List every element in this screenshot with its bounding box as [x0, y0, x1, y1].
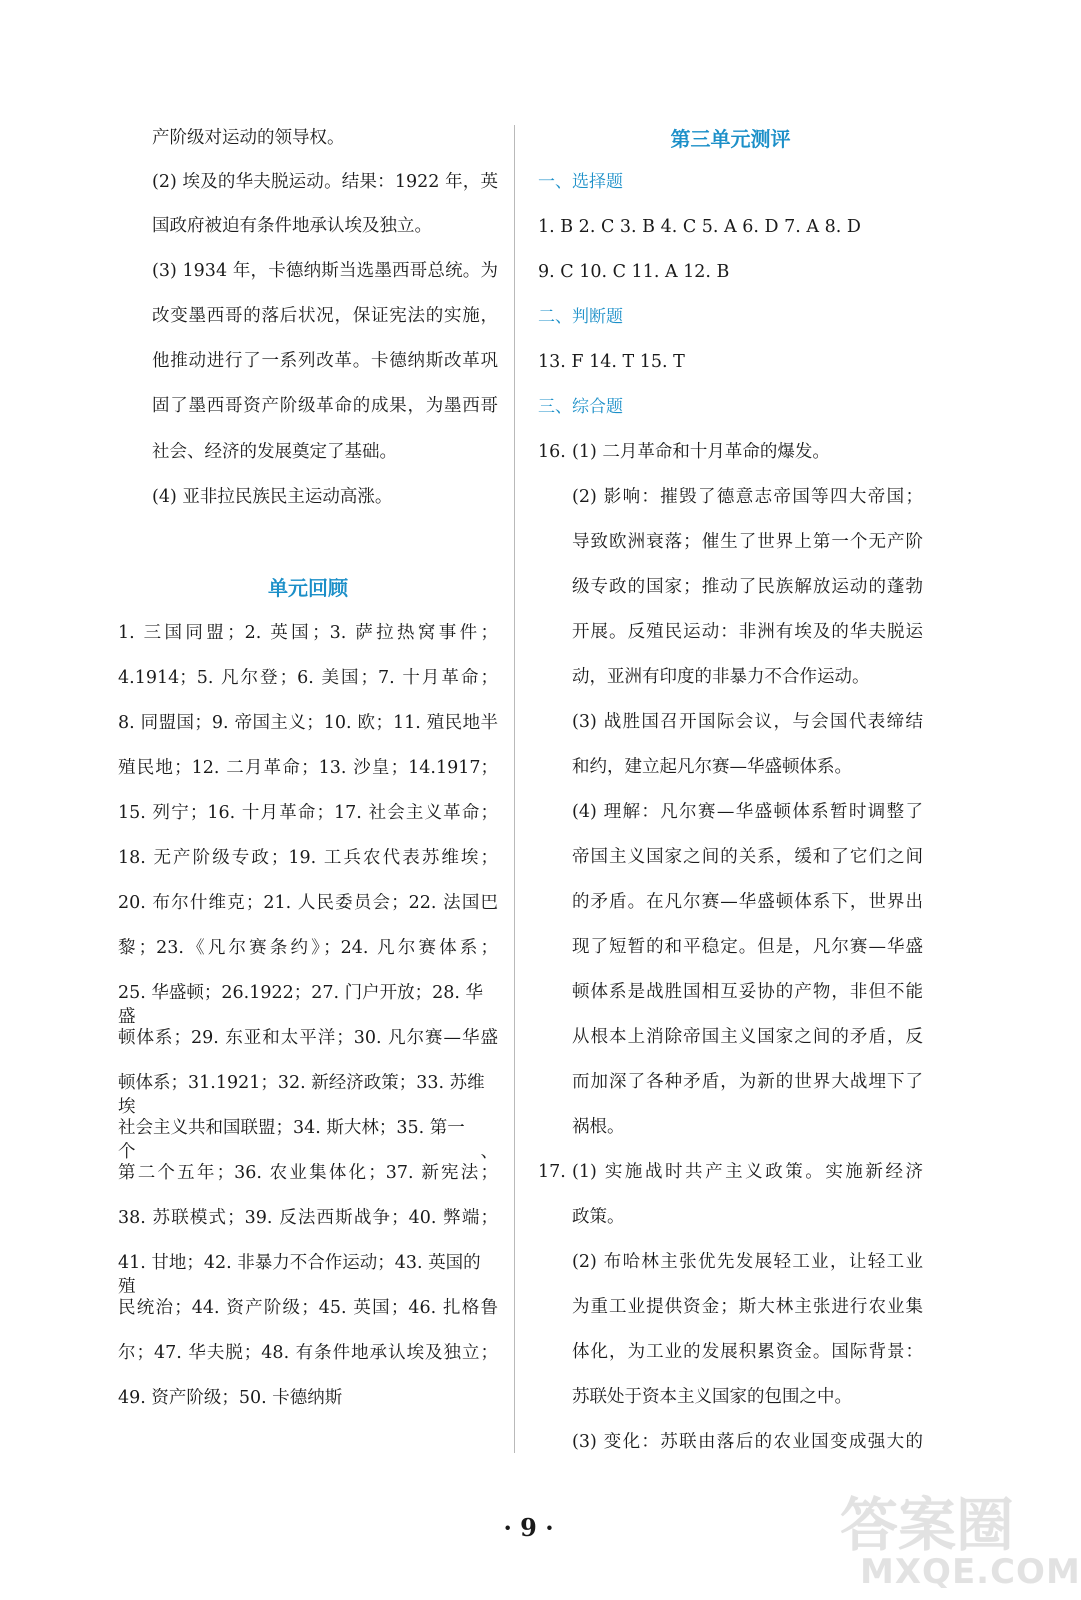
q16-line-15: 祸根。: [572, 1117, 625, 1137]
question-17-number: 17.: [538, 1162, 566, 1182]
left-line-0: 产阶级对运动的领导权。: [152, 128, 345, 148]
section-judge-heading: 二、判断题: [538, 307, 623, 327]
q16-line-10: 的矛盾。在凡尔赛—华盛顿体系下，世界出: [572, 892, 923, 912]
left-line-8: (4) 亚非拉民族民主运动高涨。: [152, 487, 393, 507]
review-line-8: 25. 华盛顿；26.1922；27. 门户开放；28. 华盛: [118, 983, 484, 1027]
q17-line-1: 政策。: [572, 1207, 625, 1227]
review-line-17: 49. 资产阶级；50. 卡德纳斯: [118, 1388, 343, 1408]
q16-line-2: 导致欧洲衰落；催生了世界上第一个无产阶: [572, 532, 923, 552]
q16-line-1: (2) 影响：摧毁了德意志帝国等四大帝国；: [572, 487, 923, 507]
column-divider: [514, 125, 515, 1453]
section-comprehensive-heading: 三、综合题: [538, 397, 623, 417]
choice-answers-line2: 9. C 10. C 11. A 12. B: [538, 262, 730, 282]
question-16-number: 16.: [538, 442, 566, 462]
review-line-3: 殖民地；12. 二月革命；13. 沙皇；14.1917；: [118, 758, 498, 778]
review-line-14: 41. 甘地；42. 非暴力不合作运动；43. 英国的殖: [118, 1253, 481, 1297]
left-line-5: 他推动进行了一系列改革。卡德纳斯改革巩: [152, 351, 498, 371]
q17-line-5: 苏联处于资本主义国家的包围之中。: [572, 1387, 852, 1407]
review-line-2: 8. 同盟国；9. 帝国主义；10. 欧；11. 殖民地半: [118, 713, 498, 733]
unit-test-title: 第三单元测评: [670, 127, 791, 151]
review-line-12: 第二个五年；36. 农业集体化；37. 新宪法；: [118, 1163, 498, 1183]
review-line-0: 1. 三国同盟；2. 英国；3. 萨拉热窝事件；: [118, 623, 498, 643]
q17-line-2: (2) 布哈林主张优先发展轻工业，让轻工业: [572, 1252, 923, 1272]
review-line-6: 20. 布尔什维克；21. 人民委员会；22. 法国巴: [118, 893, 498, 913]
left-line-7: 社会、经济的发展奠定了基础。: [152, 442, 397, 462]
q16-line-9: 帝国主义国家之间的关系，缓和了它们之间: [572, 847, 923, 867]
q16-line-8: (4) 理解：凡尔赛—华盛顿体系暂时调整了: [572, 802, 923, 822]
choice-answers-line1: 1. B 2. C 3. B 4. C 5. A 6. D 7. A 8. D: [538, 217, 861, 237]
watermark-logo: [830, 1470, 1081, 1595]
left-line-1: (2) 埃及的华夫脱运动。结果：1922 年，英: [152, 172, 498, 192]
review-line-10: 顿体系；31.1921；32. 新经济政策；33. 苏维埃: [118, 1073, 485, 1117]
review-line-13: 38. 苏联模式；39. 反法西斯战争；40. 弊端；: [118, 1208, 498, 1228]
q16-line-4: 开展。反殖民运动：非洲有埃及的华夫脱运: [572, 622, 923, 642]
q16-line-5: 动，亚洲有印度的非暴力不合作运动。: [572, 667, 870, 687]
review-line-4: 15. 列宁；16. 十月革命；17. 社会主义革命；: [118, 803, 498, 823]
section-choice-heading: 一、选择题: [538, 172, 623, 192]
q16-line-13: 从根本上消除帝国主义国家之间的矛盾，反: [572, 1027, 923, 1047]
q16-line-14: 而加深了各种矛盾，为新的世界大战埋下了: [572, 1072, 923, 1092]
review-line-11: 社会主义共和国联盟；34. 斯大林；35. 第一个、: [118, 1118, 498, 1162]
left-line-3: (3) 1934 年，卡德纳斯当选墨西哥总统。为: [152, 261, 498, 281]
q16-line-3: 级专政的国家；推动了民族解放运动的蓬勃: [572, 577, 923, 597]
review-line-15: 民统治；44. 资产阶级；45. 英国；46. 扎格鲁: [118, 1298, 498, 1318]
left-line-6: 固了墨西哥资产阶级革命的成果，为墨西哥: [152, 396, 498, 416]
page-number: · 9 ·: [503, 1513, 554, 1542]
q17-line-6: (3) 变化：苏联由落后的农业国变成强大的: [572, 1432, 923, 1452]
review-line-7: 黎；23.《凡尔赛条约》；24. 凡尔赛体系；: [118, 938, 498, 958]
review-title: 单元回顾: [268, 576, 348, 600]
judge-answers-line: 13. F 14. T 15. T: [538, 352, 685, 372]
review-line-9: 顿体系；29. 东亚和太平洋；30. 凡尔赛—华盛: [118, 1028, 498, 1048]
q17-line-3: 为重工业提供资金；斯大林主张进行农业集: [572, 1297, 923, 1317]
watermark-top-text: 答案圈: [840, 1491, 1015, 1559]
q16-line-12: 顿体系是战胜国相互妥协的产物，非但不能: [572, 982, 923, 1002]
q17-line-0: (1) 实施战时共产主义政策。实施新经济: [572, 1162, 923, 1182]
q16-line-0: (1) 二月革命和十月革命的爆发。: [572, 442, 830, 462]
q16-line-6: (3) 战胜国召开国际会议，与会国代表缔结: [572, 712, 923, 732]
left-line-2: 国政府被迫有条件地承认埃及独立。: [152, 216, 432, 236]
q16-line-7: 和约，建立起凡尔赛—华盛顿体系。: [572, 757, 852, 777]
left-line-4: 改变墨西哥的落后状况，保证宪法的实施，: [152, 306, 498, 326]
q16-line-11: 现了短暂的和平稳定。但是，凡尔赛—华盛: [572, 937, 923, 957]
review-line-1: 4.1914；5. 凡尔登；6. 美国；7. 十月革命；: [118, 668, 498, 688]
review-line-5: 18. 无产阶级专政；19. 工兵农代表苏维埃；: [118, 848, 498, 868]
q17-line-4: 体化，为工业的发展积累资金。国际背景：: [572, 1342, 923, 1362]
watermark-bottom-text: MXQE.COM: [860, 1552, 1081, 1592]
review-line-16: 尔；47. 华夫脱；48. 有条件地承认埃及独立；: [118, 1343, 498, 1363]
